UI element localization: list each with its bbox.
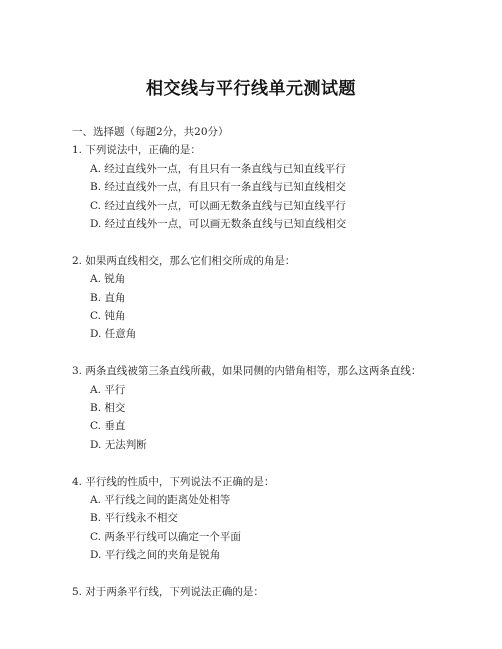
question-1-option-d: D. 经过直线外一点，可以画无数条直线与已知直线相交 [90, 218, 347, 231]
question-3-option-a: A. 平行 [90, 383, 126, 396]
question-1-option-b: B. 经过直线外一点，有且只有一条直线与已知直线相交 [90, 181, 346, 194]
question-2-stem: 2. 如果两直线相交，那么它们相交所成的角是： [72, 254, 296, 267]
question-1-option-c: C. 经过直线外一点，可以画无数条直线与已知直线平行 [90, 199, 346, 212]
document-title: 相交线与平行线单元测试题 [146, 79, 356, 99]
question-3-option-c: C. 垂直 [90, 420, 126, 433]
question-4-option-a: A. 平行线之间的距离处处相等 [90, 494, 231, 507]
question-2-option-a: A. 锐角 [90, 273, 126, 286]
question-3-option-b: B. 相交 [90, 402, 126, 415]
question-2-option-c: C. 钝角 [90, 310, 126, 323]
question-2-option-b: B. 直角 [90, 291, 126, 304]
spacer [72, 565, 442, 583]
question-1-stem: 1. 下列说法中，正确的是： [72, 144, 201, 157]
question-3-option-d: D. 无法判断 [90, 438, 147, 451]
question-2-option-d: D. 任意角 [90, 328, 137, 341]
question-content [72, 123, 442, 602]
question-3-stem: 3. 两条直线被第三条直线所截，如果同侧的内错角相等，那么这两条直线： [72, 365, 422, 378]
question-4-option-d: D. 平行线之间的夹角是锐角 [90, 549, 221, 562]
spacer [72, 233, 442, 251]
spacer [72, 344, 442, 362]
question-4-option-c: C. 两条平行线可以确定一个平面 [90, 530, 241, 543]
question-4-stem: 4. 平行线的性质中，下列说法不正确的是： [72, 475, 275, 488]
question-5-stem: 5. 对于两条平行线，下列说法正确的是： [72, 586, 264, 599]
question-4-option-b: B. 平行线永不相交 [90, 512, 178, 525]
question-1-option-a: A. 经过直线外一点，有且只有一条直线与已知直线平行 [90, 162, 346, 175]
spacer [72, 454, 442, 472]
section-heading: 一、选择题（每题2分，共20分） [72, 126, 229, 138]
